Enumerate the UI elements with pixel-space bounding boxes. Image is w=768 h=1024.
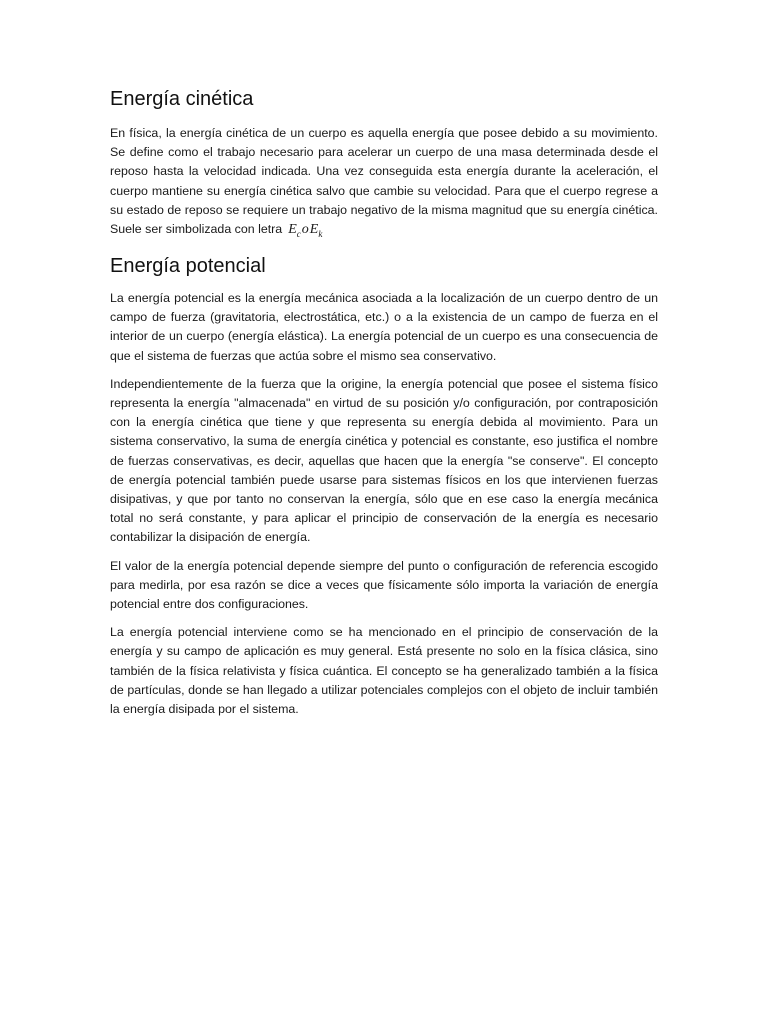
paragraph-potencial-4: La energía potencial interviene como se ha mencionado en el principio de conservación de la energía y su campo de aplicación es muy general. Está presente no solo en la física clásica, sino también de la física relativista y física cuántica. El concepto se ha generalizado también a la física de partículas, donde se han llegado a utilizar potenciales complejos con el objeto de incluir también la energía disipada por el sistema.	[110, 625, 658, 717]
kinetic-energy-symbol	[288, 222, 322, 237]
paragraph-energia-cinetica	[110, 124, 658, 244]
paragraph-potencial-3: El valor de la energía potencial depende siempre del punto o configuración de referencia escogido para medirla, por esa razón se dice a veces que físicamente sólo importa la variación de energía potencial entre dos configuraciones.	[110, 558, 658, 612]
symbol-e-1: E	[288, 222, 297, 238]
document-page	[110, 86, 658, 728]
paragraph-potencial-1: La energía potencial es la energía mecánica asociada a la localización de un cuerpo dentro de un campo de fuerza (gravitatoria, electrostática, etc.) o a la existencia de un campo de fuerza en el interior de un cuerpo (energía elástica). La energía potencial de un cuerpo es una consecuencia de que el sistema de fuerzas que actúa sobre el mismo sea conservativo.	[110, 291, 658, 363]
heading-energia-potencial: Energía potencial	[110, 255, 266, 278]
symbol-e-2: E	[309, 222, 319, 238]
symbol-connector: o	[301, 222, 309, 238]
symbol-sub-c: c	[296, 228, 301, 239]
heading-energia-cinetica: Energía cinética	[110, 88, 254, 110]
symbol-sub-k: k	[318, 228, 323, 239]
paragraph-potencial-2: Independientemente de la fuerza que la origine, la energía potencial que posee el sistema físico representa la energía "almacenada" en virtud de su posición y/o configuración, por contraposición con la energía cinética que tiene y que representa su energía debida al movimiento. Para un sistema conservativo, la suma de energía cinética y potencial es constante, eso justifica el nombre de fuerzas conservativas, es decir, aquellas que hacen que la energía "se conserve". El concepto de energía potencial también puede usarse para sistemas físicos en los que intervienen fuerzas disipativas, y que por tanto no conservan la energía, sólo que en ese caso la energía mecánica total no será constante, y para aplicar el principio de conservación de la energía es necesario contabilizar la disipación de energía.	[110, 376, 658, 545]
paragraph-energia-cinetica-text: En física, la energía cinética de un cuerpo es aquella energía que posee debido a su movimiento. Se define como el trabajo necesario para acelerar un cuerpo de una masa determinada desde el reposo hasta la velocidad indicada. Una vez conseguida esta energía durante la aceleración, el cuerpo mantiene su energía cinética salvo que cambie su velocidad. Para que el cuerpo regrese a su estado de reposo se requiere un trabajo negativo de la misma magnitud que su energía cinética. Suele ser simbolizada con letra	[110, 126, 658, 237]
